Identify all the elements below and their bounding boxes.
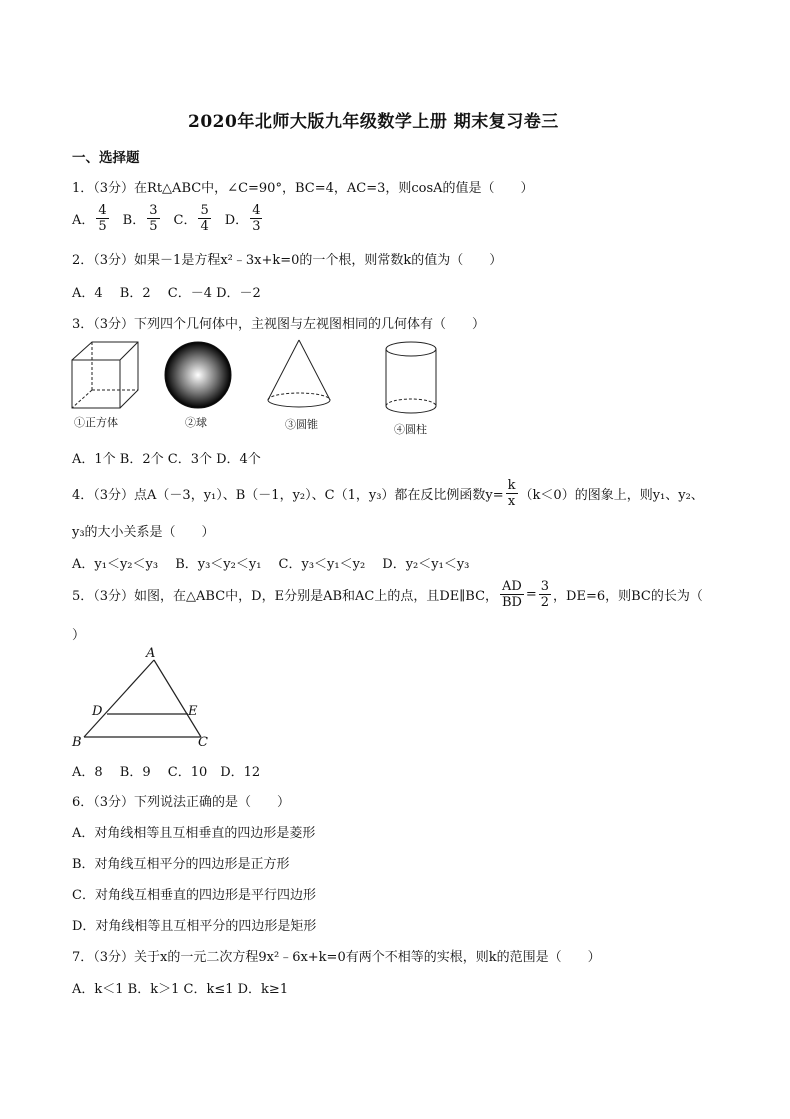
q5-fraction-ad-bd (500, 580, 524, 609)
q1-option-letter: D． (224, 213, 249, 228)
q5-frac2-den: 2 (540, 595, 550, 610)
q4-fraction (506, 479, 518, 508)
q4-frac-den: x (507, 494, 516, 509)
q1-option (225, 204, 265, 233)
q1-option-letter: B． (122, 213, 146, 228)
q3-options: A．1个 B．2个 C．3个 D．4个 (72, 452, 261, 467)
section-heading: 一、选择题 (72, 150, 140, 166)
q5-frac2-num: 3 (540, 579, 550, 594)
q1-option-letter: C． (173, 213, 197, 228)
triangle-figure (70, 646, 215, 750)
q5-stem-pre: 5．（3分）如图，在△ABC中，D，E分别是AB和AC上的点，且DE∥BC， (72, 589, 499, 604)
q5-equals: = (525, 587, 537, 602)
label-d: D (92, 704, 103, 719)
q1-option-fraction (250, 204, 262, 233)
caption-cylinder: ④圆柱 (394, 423, 427, 436)
q4-stem-post: （k＜0）的图象上，则y₁、y₂、 (519, 488, 704, 503)
q5-frac1-den: BD (501, 595, 522, 610)
q1-option-letter: A． (72, 213, 95, 228)
q7-stem: 7．（3分）关于x的一元二次方程9x²﹣6x+k=0有两个不相等的实根，则k的范围是（ ） (72, 950, 601, 965)
q4-stem (72, 479, 704, 508)
q1-options (72, 204, 276, 233)
q1-option (72, 204, 111, 233)
q6-option-b: B．对角线互相平分的四边形是正方形 (72, 857, 290, 872)
q4-stem-line2: y₃的大小关系是（ ） (72, 525, 215, 540)
q5-stem-post: ，DE=6，则BC的长为（ (553, 589, 703, 604)
q6-option-d: D．对角线相等且互相平分的四边形是矩形 (72, 919, 317, 934)
q4-stem-pre: 4．（3分）点A（－3，y₁）、B（－1，y₂）、C（1，y₃）都在反比例函数y= (72, 488, 504, 503)
caption-sphere: ②球 (185, 416, 207, 429)
q4-options: A．y₁＜y₂＜y₃ B．y₃＜y₂＜y₁ C．y₃＜y₁＜y₂ D．y₂＜y₁＜y₃ (72, 557, 470, 572)
cone-figure (265, 338, 333, 410)
q1-frac-den: 4 (200, 219, 209, 234)
q1-frac-num: 3 (149, 203, 158, 218)
q2-stem: 2．（3分）如果－1是方程x²﹣3x+k=0的一个根，则常数k的值为（ ） (72, 253, 503, 268)
q6-stem: 6．（3分）下列说法正确的是（ ） (72, 795, 291, 810)
q6-option-c: C．对角线互相垂直的四边形是平行四边形 (72, 888, 316, 903)
q1-option (174, 204, 213, 233)
label-e: E (188, 704, 198, 719)
q1-frac-num: 5 (200, 203, 209, 218)
sphere-figure (163, 340, 233, 410)
q1-frac-num: 4 (98, 203, 107, 218)
caption-cube: ①正方体 (74, 416, 118, 429)
q5-stem-line2: ） (72, 628, 86, 643)
q1-frac-den: 3 (252, 219, 261, 234)
cylinder-figure (383, 340, 439, 416)
q4-frac-num: k (507, 478, 516, 493)
page-title: 2020年北师大版九年级数学上册 期末复习卷三 (188, 112, 559, 132)
q1-frac-num: 4 (252, 203, 261, 218)
label-b: B (72, 735, 82, 750)
q7-options: A．k＜1 B．k＞1 C．k≤1 D．k≥1 (72, 982, 289, 997)
q3-stem: 3．（3分）下列四个几何体中，主视图与左视图相同的几何体有（ ） (72, 317, 486, 332)
caption-cone: ③圆锥 (285, 418, 318, 431)
q1-frac-den: 5 (149, 219, 158, 234)
q5-stem (72, 580, 703, 609)
label-a: A (146, 646, 156, 661)
cube-figure (70, 340, 142, 412)
q1-option-fraction (198, 204, 210, 233)
q5-frac1-num: AD (502, 579, 522, 594)
q1-stem: 1．（3分）在Rt△ABC中，∠C=90°，BC=4，AC=3，则cosA的值是（ ） (72, 181, 534, 196)
q5-fraction-3-2 (539, 580, 551, 609)
label-c: C (198, 735, 208, 750)
q2-options: A．4 B．2 C．－4 D．－2 (72, 286, 261, 301)
q1-frac-den: 5 (98, 219, 107, 234)
q5-options: A．8 B．9 C．10 D．12 (72, 765, 261, 780)
q1-option (123, 204, 162, 233)
q1-option-fraction (96, 204, 108, 233)
q1-option-fraction (147, 204, 159, 233)
q6-option-a: A．对角线相等且互相垂直的四边形是菱形 (72, 826, 316, 841)
